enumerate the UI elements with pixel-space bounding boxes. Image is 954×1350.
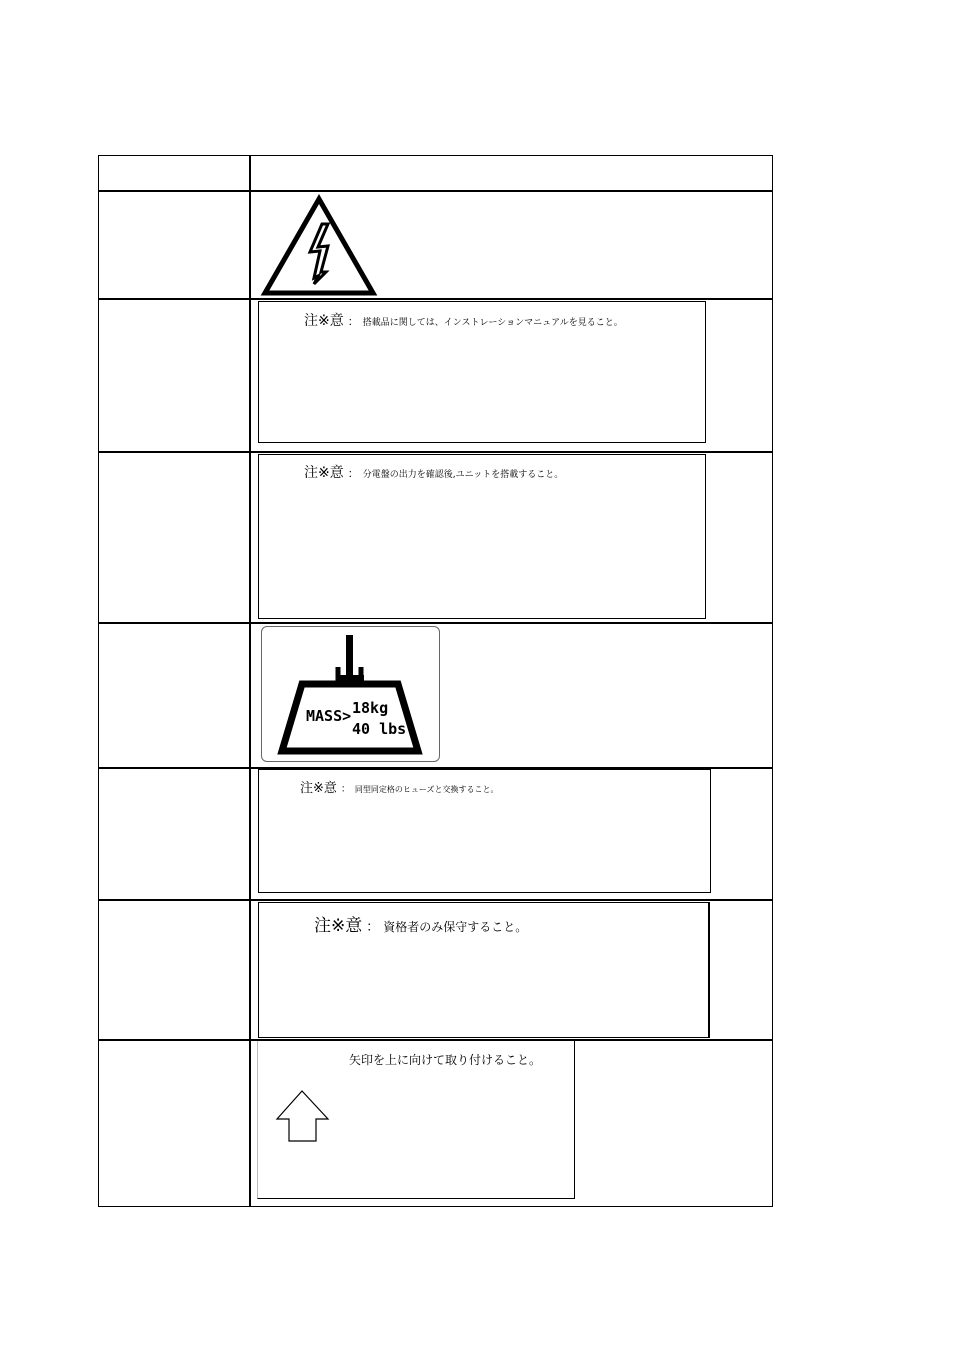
caution-separator: ：	[347, 315, 359, 328]
mass-label	[261, 626, 440, 762]
caution-text: 分電盤の出力を確認後,ユニットを搭載すること。	[362, 470, 564, 480]
row-divider	[98, 899, 773, 901]
caution-text: 資格者のみ保守すること。	[383, 920, 528, 934]
row-divider	[98, 298, 773, 300]
caution-label-1	[258, 301, 706, 443]
caution-title: 注※意	[314, 916, 363, 936]
caution-separator: ：	[340, 784, 351, 795]
caution-label-4	[258, 902, 710, 1038]
column-divider	[249, 155, 251, 1207]
caution-text: 同型同定格のヒューズと交換すること。	[354, 785, 499, 794]
mass-lbs: 40 lbs	[352, 720, 407, 738]
orientation-text: 矢印を上に向けて取り付けること。	[349, 1053, 542, 1067]
caution-separator: ：	[347, 467, 359, 480]
high-voltage-warning-icon	[262, 196, 376, 296]
mass-prefix: MASS>	[306, 707, 352, 725]
caution-text: 搭載品に関しては、インストレーションマニュアルを見ること。	[362, 318, 623, 328]
caution-title: 注※意	[300, 781, 337, 796]
caution-label-2	[258, 454, 706, 619]
caution-label-3	[258, 769, 711, 893]
row-divider	[98, 622, 773, 624]
caution-title: 注※意	[304, 313, 344, 329]
caution-separator: ：	[366, 920, 380, 935]
heavy-weight-icon	[262, 627, 441, 763]
up-arrow-icon	[276, 1089, 332, 1145]
caution-title: 注※意	[304, 465, 344, 481]
mass-kg: 18kg	[352, 699, 389, 717]
row-divider	[98, 190, 773, 192]
row-divider	[98, 451, 773, 453]
orientation-label	[257, 1041, 575, 1199]
